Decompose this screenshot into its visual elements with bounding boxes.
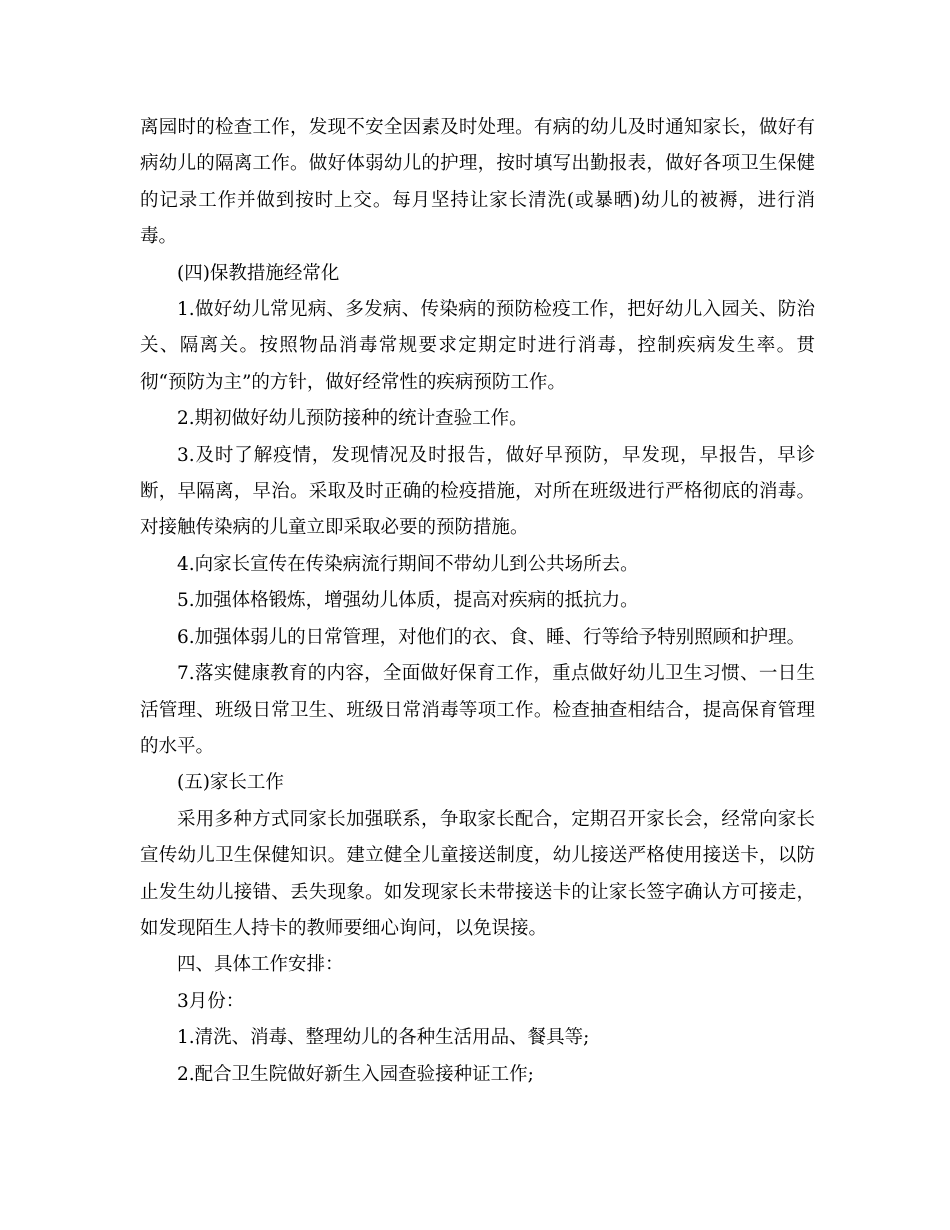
list-item: 2.配合卫生院做好新生入园查验接种证工作; [177,1063,534,1085]
paragraph: 采用多种方式同家长加强联系，争取家长配合，定期召开家长会，经常向家长宣传幼儿卫生保健知识。建立健全儿童接送制度，幼儿接送严格使用接送卡，以防止发生幼儿接错、丢失现象。如发现家长未带接送卡的让家长签字确认方可接走，如发现陌生人持卡的教师要细心询问，以免误接。 [140,808,815,939]
list-item: 4.向家长宣传在传染病流行期间不带幼儿到公共场所去。 [177,553,639,575]
list-item: 7.落实健康教育的内容，全面做好保育工作，重点做好幼儿卫生习惯、一日生活管理、班级日常卫生、班级日常消毒等项工作。检查抽查相结合，提高保育管理的水平。 [140,663,815,757]
list-item: 6.加强体弱儿的日常管理，对他们的衣、食、睡、行等给予特别照顾和护理。 [177,626,806,648]
paragraph-continuation: 离园时的检查工作，发现不安全因素及时处理。有病的幼儿及时通知家长，做好有病幼儿的隔离工作。做好体弱幼儿的护理，按时填写出勤报表，做好各项卫生保健的记录工作并做到按时上交。每月坚持让家长清洗(或暴晒)幼儿的被褥，进行消毒。 [140,117,815,248]
list-item: 3.及时了解疫情，发现情况及时报告，做好早预防，早发现，早报告，早诊断，早隔离，早治。采取及时正确的检疫措施，对所在班级进行严格彻底的消毒。对接触传染病的儿童立即采取必要的预防措施。 [140,444,815,539]
document-page [140,110,815,1093]
section-heading-work-plan: 四、具体工作安排： [177,954,344,976]
list-item: 5.加强体格锻炼，增强幼儿体质，提高对疾病的抵抗力。 [177,590,639,612]
list-item: 1.做好幼儿常见病、多发病、传染病的预防检疫工作，把好幼儿入园关、防治关、隔离关。按照物品消毒常规要求定期定时进行消毒，控制疾病发生率。贯彻“预防为主”的方针，做好经常性的疾病预防工作。 [140,299,815,393]
list-item: 2.期初做好幼儿预防接种的统计查验工作。 [177,408,528,430]
list-item: 1.清洗、消毒、整理幼儿的各种生活用品、餐具等; [177,1027,590,1049]
section-heading-4: (四)保教措施经常化 [177,262,340,284]
month-heading: 3月份： [177,990,245,1012]
section-heading-5: (五)家长工作 [177,772,284,794]
